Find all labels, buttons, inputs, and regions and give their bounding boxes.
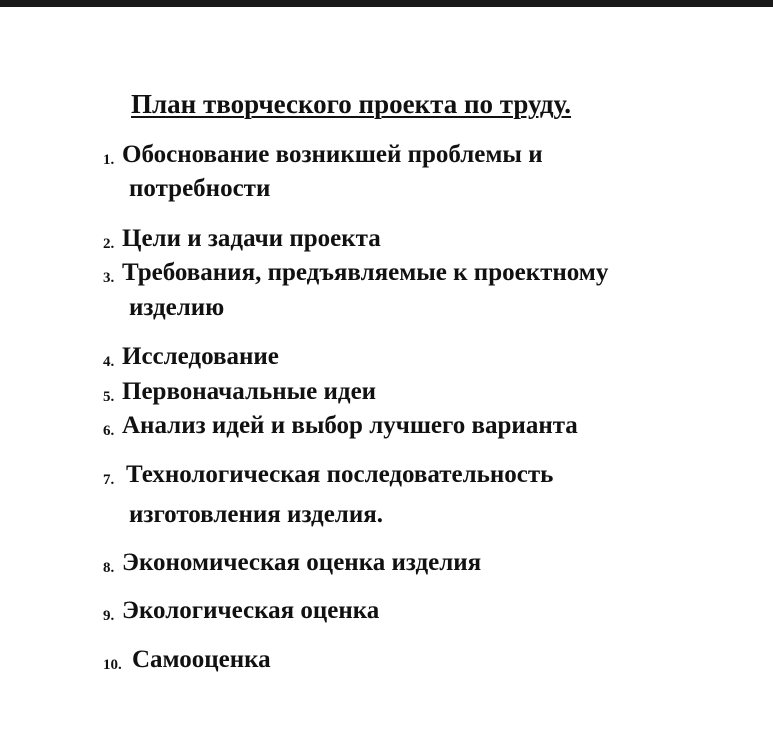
list-item-number: 3. (103, 270, 115, 286)
list-item-number: 1. (103, 152, 115, 168)
list-item-text: Технологическая последовательность (126, 461, 554, 488)
list-item-text: Экономическая оценка изделия (122, 549, 482, 576)
list-item-text: изделию (129, 294, 225, 321)
list-item-number: 7. (103, 472, 115, 488)
list-item-text: изготовления изделия. (129, 501, 384, 528)
list-item-text: Требования, предъявляемые к проектному (122, 259, 609, 286)
list-item-text: Обоснование возникшей проблемы и (122, 141, 543, 168)
list-item-number: 8. (103, 560, 115, 576)
list-item-text: Исследование (122, 343, 279, 370)
list-item-text: Самооценка (132, 646, 271, 673)
list-item-number: 2. (103, 236, 115, 252)
list-item-number: 10. (103, 657, 122, 673)
list-item-text: Первоначальные идеи (122, 378, 377, 405)
list-item-text: потребности (129, 175, 271, 202)
list-item-number: 6. (103, 423, 115, 439)
list-item-text: Цели и задачи проекта (122, 225, 381, 252)
page-title: План творческого проекта по труду. (131, 89, 572, 119)
list-item-number: 4. (103, 354, 115, 370)
list-item-number: 9. (103, 608, 115, 624)
list-item-text: Анализ идей и выбор лучшего варианта (122, 412, 578, 439)
list-item-number: 5. (103, 389, 115, 405)
list-item-text: Экологическая оценка (122, 597, 380, 624)
